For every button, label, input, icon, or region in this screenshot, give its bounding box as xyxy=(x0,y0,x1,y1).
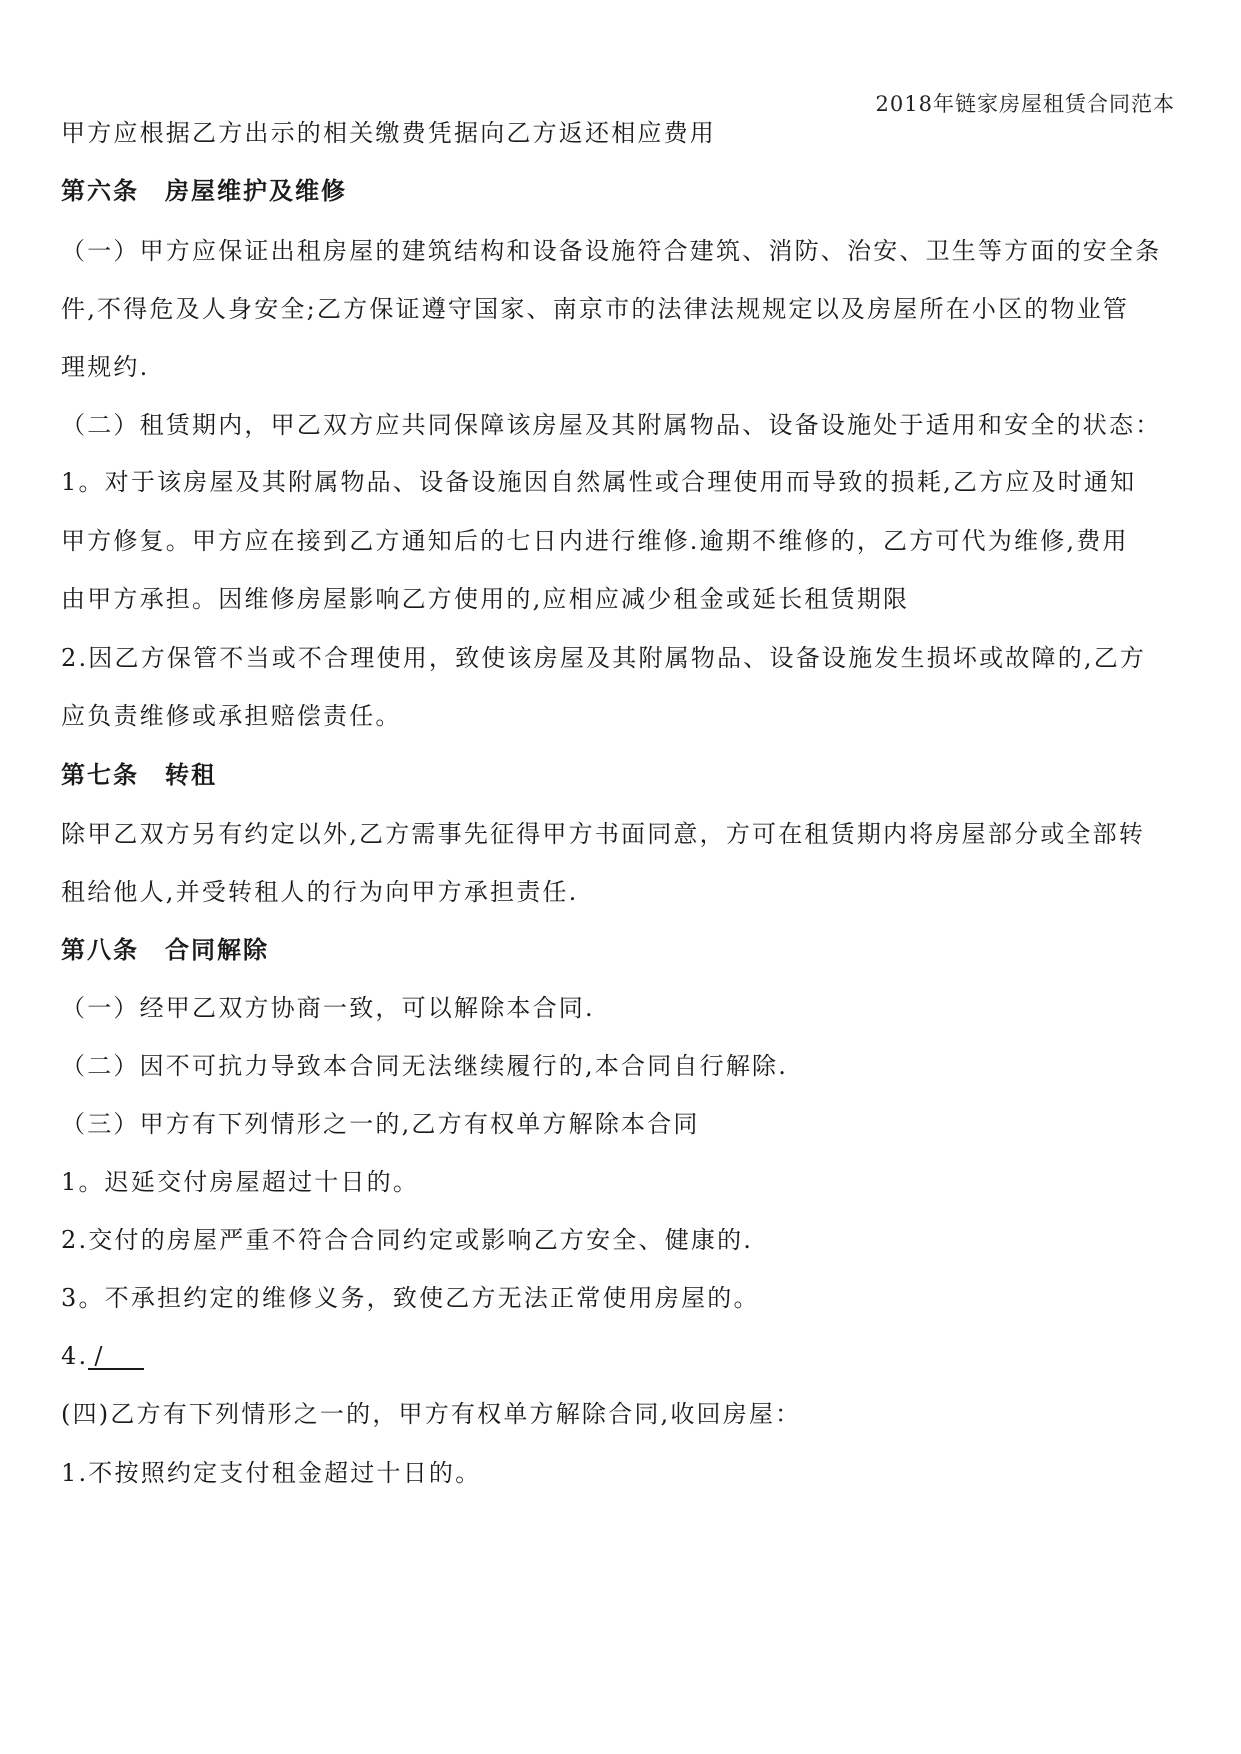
paragraph-line: （一）甲方应保证出租房屋的建筑结构和设备设施符合建筑、消防、治安、卫生等方面的安全条 xyxy=(61,237,1162,265)
paragraph-line: 1。对于该房屋及其附属物品、设备设施因自然属性或合理使用而导致的损耗,乙方应及时通知 xyxy=(61,468,1137,496)
paragraph-line: 1.不按照约定支付租金超过十日的。 xyxy=(61,1459,482,1487)
item-number: 4. xyxy=(61,1342,89,1370)
paragraph-line: 甲方修复。甲方应在接到乙方通知后的七日内进行维修.逾期不维修的，乙方可代为维修,费用 xyxy=(61,527,1129,555)
paragraph-line-with-blank xyxy=(61,1344,144,1370)
paragraph-line: 3。不承担约定的维修义务，致使乙方无法正常使用房屋的。 xyxy=(61,1284,760,1312)
article-7-heading: 第七条 转租 xyxy=(61,761,217,789)
paragraph-line: 租给他人,并受转租人的行为向甲方承担责任. xyxy=(61,878,579,906)
paragraph-line: （三）甲方有下列情形之一的,乙方有权单方解除本合同 xyxy=(61,1110,700,1138)
article-8-heading: 第八条 合同解除 xyxy=(61,936,269,964)
paragraph-line: 应负责维修或承担赔偿责任。 xyxy=(61,702,402,730)
paragraph-line: （二）因不可抗力导致本合同无法继续履行的,本合同自行解除. xyxy=(61,1052,789,1080)
paragraph-line: 2.因乙方保管不当或不合理使用，致使该房屋及其附属物品、设备设施发生损坏或故障的,乙方 xyxy=(61,644,1147,672)
paragraph-line: 理规约. xyxy=(61,353,150,381)
running-header-title: 2018年链家房屋租赁合同范本 xyxy=(875,92,1175,116)
paragraph-line: 由甲方承担。因维修房屋影响乙方使用的,应相应减少租金或延长租赁期限 xyxy=(61,585,910,613)
paragraph-line: 2.交付的房屋严重不符合合同约定或影响乙方安全、健康的. xyxy=(61,1226,754,1254)
paragraph-line: 甲方应根据乙方出示的相关缴费凭据向乙方返还相应费用 xyxy=(61,119,716,147)
article-6-heading: 第六条 房屋维护及维修 xyxy=(61,177,347,205)
paragraph-line: 1。迟延交付房屋超过十日的。 xyxy=(61,1168,420,1196)
fill-in-blank: / xyxy=(88,1344,144,1370)
paragraph-line: (四)乙方有下列情形之一的，甲方有权单方解除合同,收回房屋： xyxy=(61,1400,802,1428)
paragraph-line: （一）经甲乙双方协商一致，可以解除本合同. xyxy=(61,994,595,1022)
paragraph-line: 件,不得危及人身安全;乙方保证遵守国家、南京市的法律法规规定以及房屋所在小区的物业管 xyxy=(61,295,1130,323)
paragraph-line: （二）租赁期内，甲乙双方应共同保障该房屋及其附属物品、设备设施处于适用和安全的状态： xyxy=(61,411,1162,439)
paragraph-line: 除甲乙双方另有约定以外,乙方需事先征得甲方书面同意，方可在租赁期内将房屋部分或全部转 xyxy=(61,820,1146,848)
